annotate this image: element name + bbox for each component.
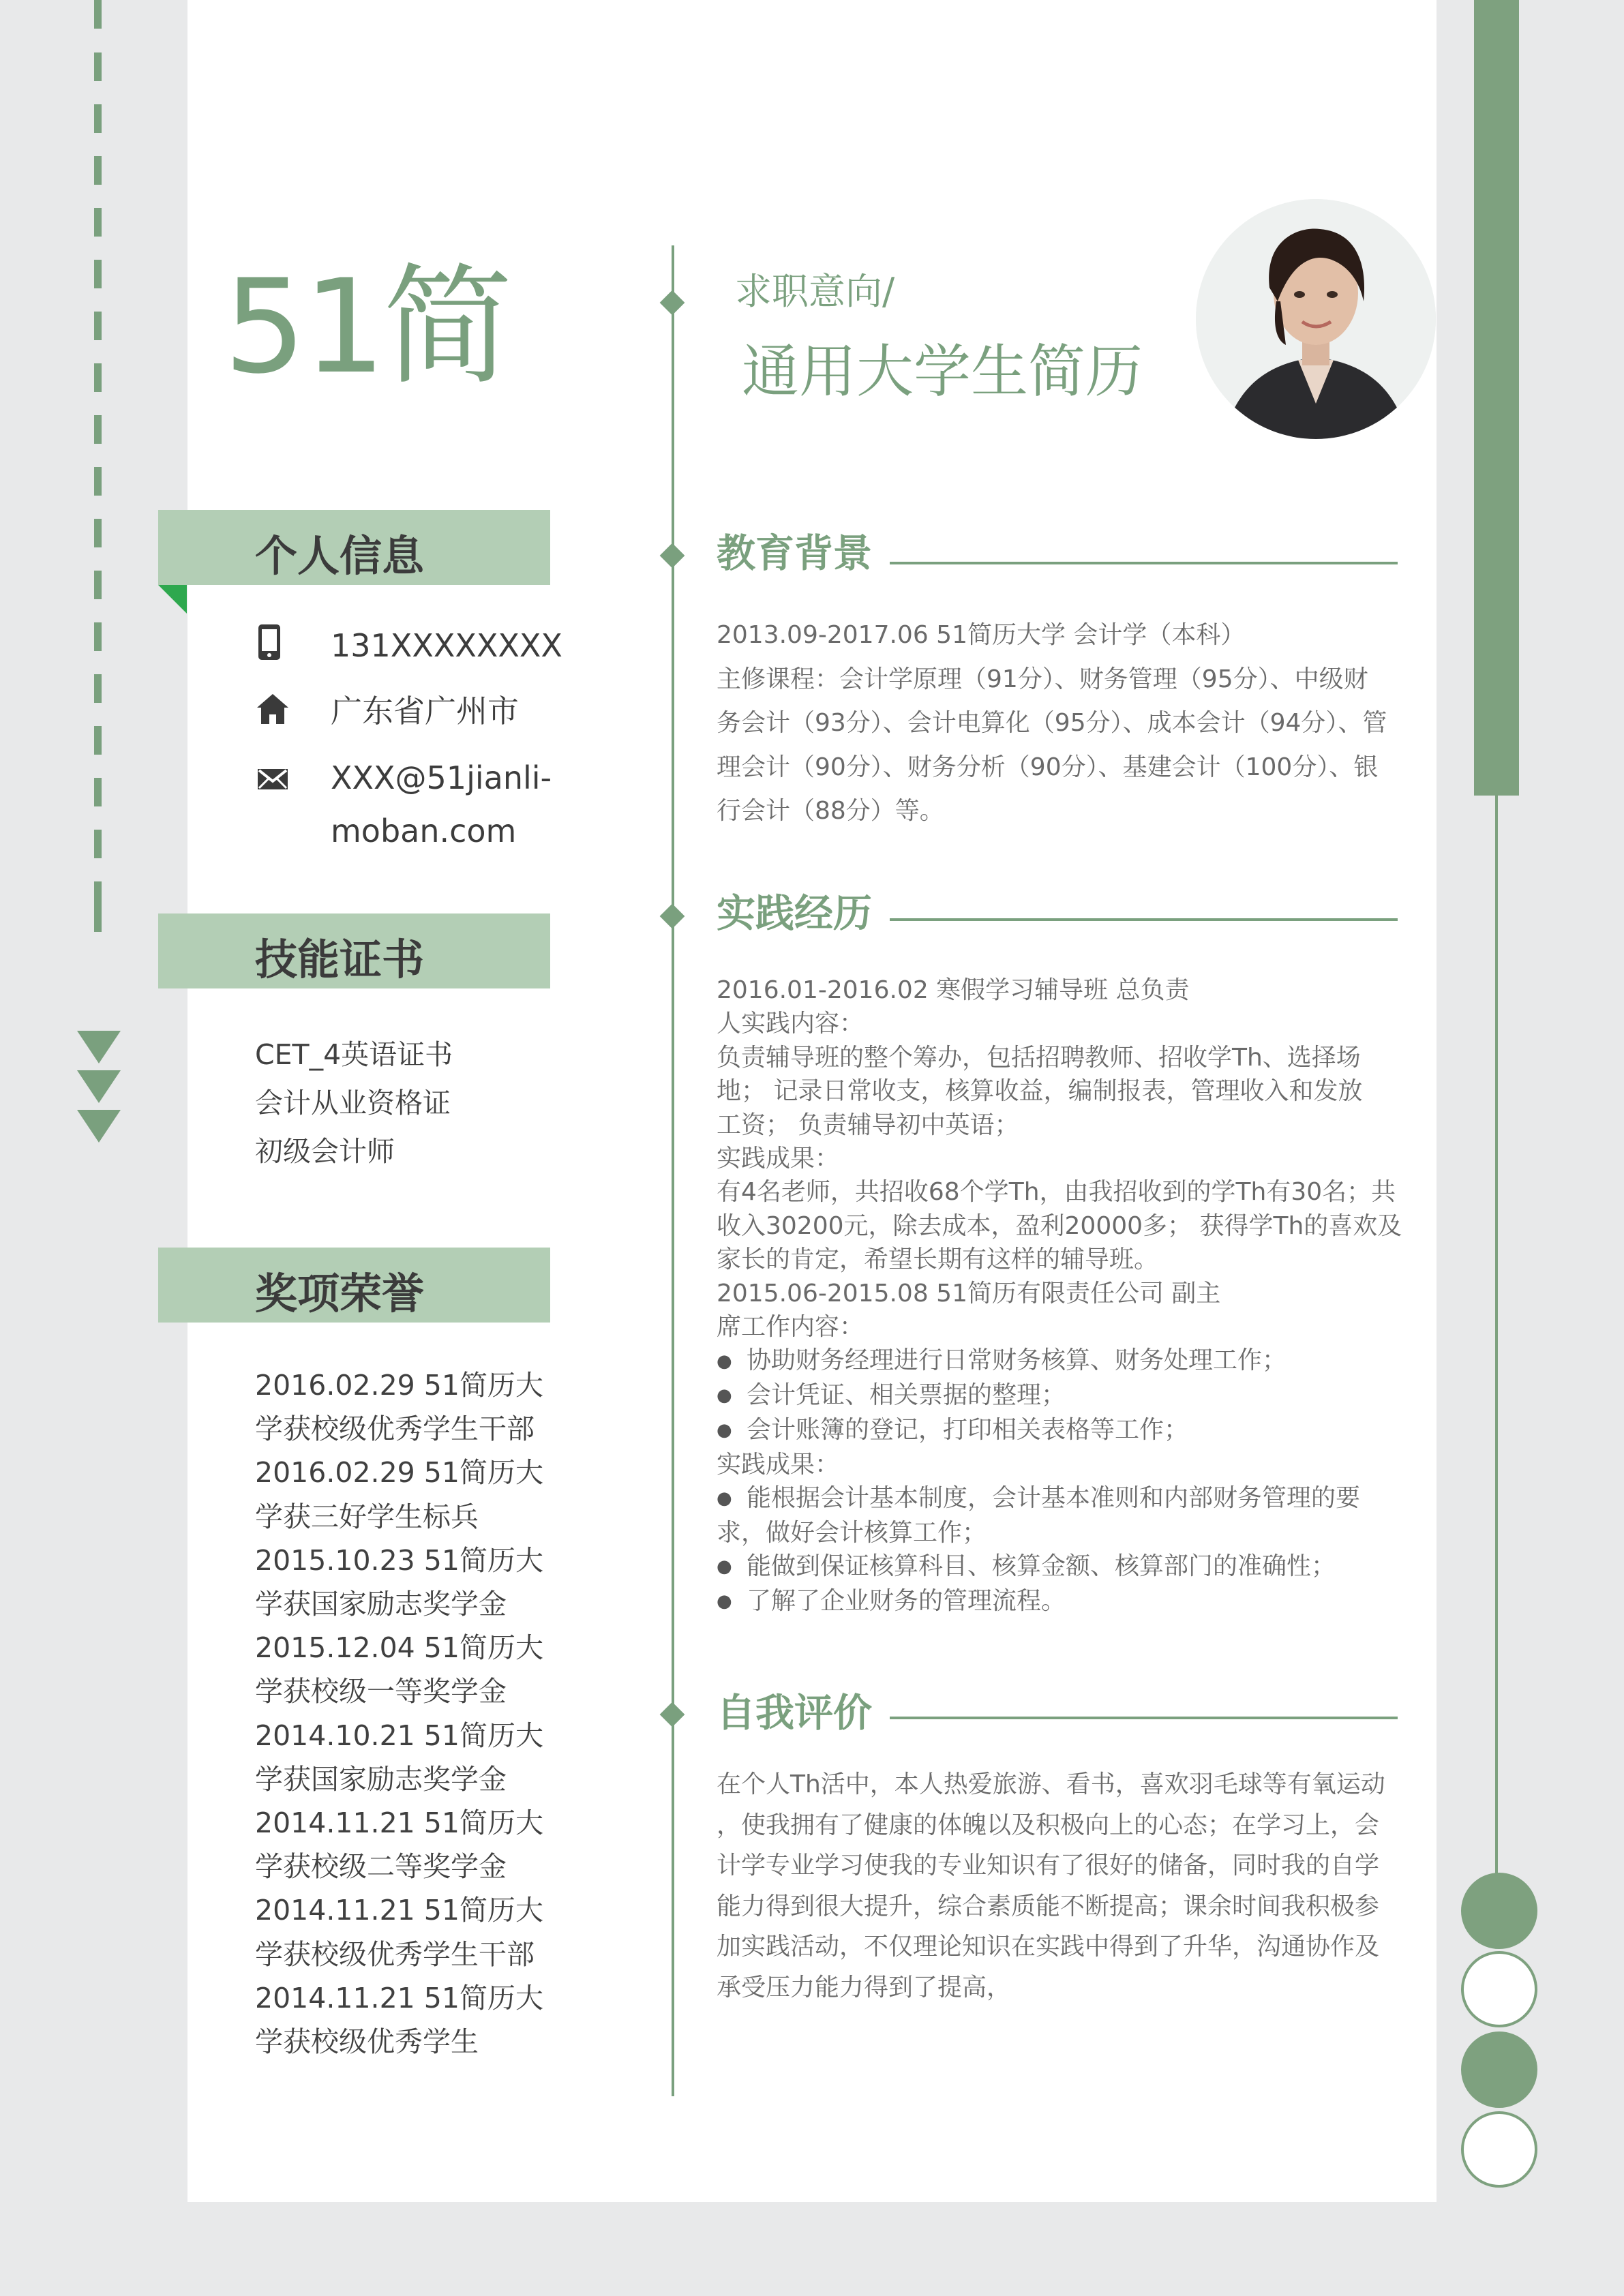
award-line: 2014.10.21 51简历大	[255, 1719, 543, 1752]
award-line: 学获三好学生标兵	[255, 1500, 479, 1533]
email-line: XXX@51jianli-	[331, 759, 552, 796]
contact-phone: 131XXXXXXXX	[256, 619, 569, 674]
job-intent-label: 求职意向/	[735, 270, 895, 313]
practice-line: ● 会计凭证、相关票据的整理；	[717, 1378, 1385, 1413]
section-title-practice: 实践经历	[717, 891, 872, 936]
award-line: 学获校级优秀学生干部	[255, 1937, 535, 1971]
section-header-personal-info: 个人信息	[158, 510, 550, 585]
self-eval-line: 承受压力能力得到了提高，	[717, 1973, 1012, 2002]
self-eval-line: 在个人Th活中，本人热爱旅游、看书，喜欢羽毛球等有氧运动	[717, 1770, 1385, 1798]
name-title: 51简	[224, 252, 510, 402]
profile-photo	[1196, 199, 1436, 439]
award-line: 学获校级优秀学生	[255, 2025, 479, 2059]
section-rule	[890, 1717, 1398, 1719]
skill-item: CET_4英语证书	[255, 1038, 453, 1071]
education-line: 主修课程：会计学原理（91分）、财务管理（95分）、中级财	[717, 665, 1368, 693]
section-title-education: 教育背景	[717, 531, 872, 576]
education-body	[717, 614, 1385, 834]
awards-list	[255, 1363, 543, 2064]
education-line: 2013.09-2017.06 51简历大学 会计学（本科）	[717, 621, 1246, 649]
contact-email	[256, 751, 569, 860]
practice-line: ● 能做到保证核算科目、核算金额、核算部门的准确性；	[717, 1550, 1385, 1584]
self-eval-line: ，使我拥有了健康的体魄以及积极向上的心态；在学习上，会	[717, 1811, 1380, 1839]
award-line: 2015.12.04 51简历大	[255, 1631, 543, 1665]
award-line: 2014.11.21 51简历大	[255, 1807, 543, 1840]
award-line: 2016.02.29 51简历大	[255, 1456, 543, 1490]
decor-circle	[1461, 2031, 1537, 2108]
home-icon	[256, 684, 290, 725]
practice-line: ● 协助财务经理进行日常财务核算、财务处理工作；	[717, 1344, 1385, 1378]
self-eval-body	[717, 1764, 1385, 2008]
self-eval-line: 加实践活动，不仅理论知识在实践中得到了升华，沟通协作及	[717, 1933, 1380, 1961]
skills-list	[255, 1031, 453, 1176]
section-rule	[890, 918, 1398, 921]
section-rule	[890, 562, 1398, 564]
award-line: 学获校级优秀学生干部	[255, 1413, 535, 1446]
award-line: 2014.11.21 51简历大	[255, 1894, 543, 1927]
job-intent-value: 通用大学生简历	[742, 338, 1143, 405]
practice-line: 地； 记录日常收支，核算收益，编制报表，管理收入和发放	[717, 1077, 1363, 1106]
education-line: 理会计（90分）、财务分析（90分）、基建会计（100分）、银	[717, 753, 1379, 781]
practice-line: 席工作内容：	[717, 1313, 864, 1342]
award-line: 学获国家励志奖学金	[255, 1762, 507, 1796]
practice-line: 家长的肯定，希望长期有这样的辅导班。	[717, 1245, 1159, 1274]
self-eval-line: 计学专业学习使我的专业知识有了很好的储备，同时我的自学	[717, 1852, 1380, 1879]
practice-line: ● 能根据会计基本制度，会计基本准则和内部财务管理的要	[717, 1481, 1385, 1516]
section-header-awards: 奖项荣誉	[158, 1248, 550, 1323]
award-line: 学获校级二等奖学金	[255, 1850, 507, 1884]
right-accent-bar	[1474, 0, 1519, 796]
right-accent-line	[1495, 791, 1498, 1922]
practice-body	[717, 973, 1402, 1619]
education-line: 务会计（93分）、会计电算化（95分）、成本会计（94分）、管	[717, 709, 1387, 737]
education-line: 行会计（88分）等。	[717, 797, 944, 825]
section-header-fold	[158, 585, 187, 614]
practice-line: 有4名老师，共招收68个学Th，由我招收到的学Th有30名；共	[717, 1178, 1396, 1207]
practice-line: 负责辅导班的整个筹办，包括招聘教师、招收学Th、选择场	[717, 1043, 1361, 1072]
practice-line: 工资； 负责辅导初中英语；	[717, 1111, 1019, 1139]
section-header-skills: 技能证书	[158, 913, 550, 988]
practice-line: 2015.06-2015.08 51简历有限责任公司 副主	[717, 1279, 1221, 1308]
award-line: 2015.10.23 51简历大	[255, 1543, 543, 1577]
practice-line: ● 会计账簿的登记，打印相关表格等工作；	[717, 1413, 1385, 1448]
practice-line: 收入30200元，除去成本，盈利20000多； 获得学Th的喜欢及	[717, 1211, 1402, 1240]
skill-item: 初级会计师	[255, 1135, 395, 1168]
award-line: 学获国家励志奖学金	[255, 1588, 507, 1621]
practice-line: 实践成果：	[717, 1450, 840, 1479]
skill-item: 会计从业资格证	[255, 1087, 451, 1119]
practice-line: ● 了解了企业财务的管理流程。	[717, 1584, 1385, 1619]
decor-circle	[1461, 1873, 1537, 1949]
award-line: 2014.11.21 51简历大	[255, 1981, 543, 2014]
practice-line: 实践成果：	[717, 1145, 840, 1173]
award-line: 2016.02.29 51简历大	[255, 1369, 543, 1402]
self-eval-line: 能力得到很大提升，综合素质能不断提高；课余时间我积极参	[717, 1892, 1380, 1920]
phone-icon	[256, 619, 290, 660]
practice-line: 2016.01-2016.02 寒假学习辅导班 总负责	[717, 976, 1190, 1004]
mail-icon	[256, 751, 290, 792]
contact-address: 广东省广州市	[256, 684, 569, 739]
decor-circle	[1461, 1951, 1537, 2027]
award-line: 学获校级一等奖学金	[255, 1675, 507, 1708]
decor-circle	[1461, 2111, 1537, 2188]
practice-line: 求，做好会计核算工作；	[717, 1518, 987, 1547]
timeline-line	[672, 245, 674, 2096]
email-line: moban.com	[331, 813, 517, 849]
section-title-self-eval: 自我评价	[717, 1691, 872, 1736]
practice-line: 人实践内容：	[717, 1010, 864, 1038]
